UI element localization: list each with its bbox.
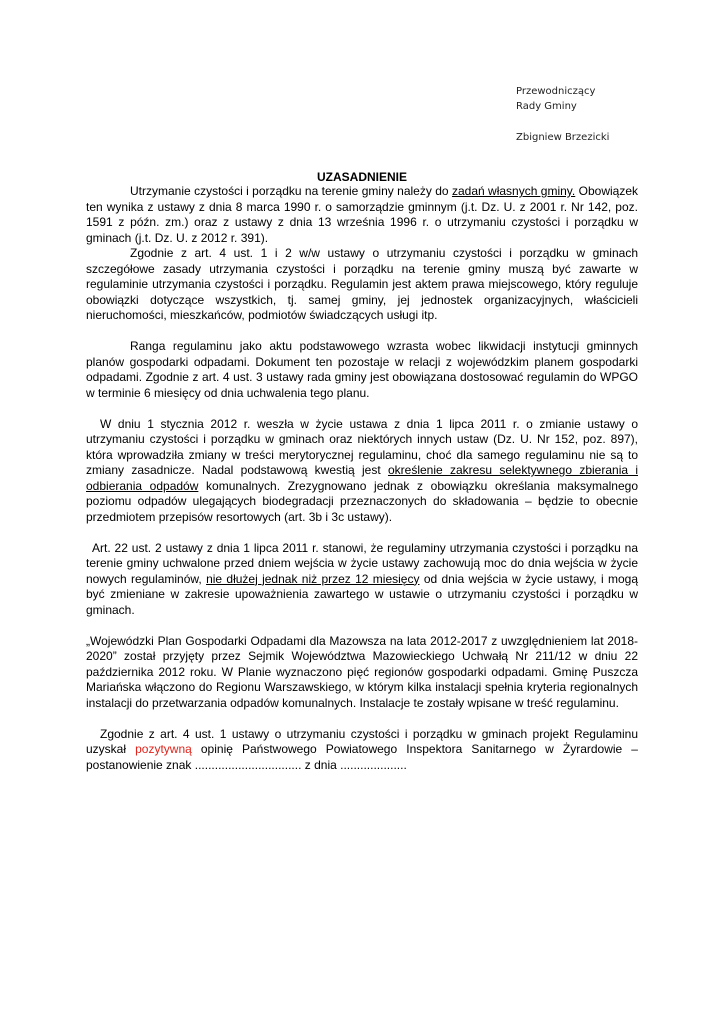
- p1-text-a: Utrzymanie czystości i porządku na terenie gminy należy do: [130, 184, 452, 198]
- paragraph-7: [86, 727, 638, 774]
- p1-underlined: zadań własnych gminy.: [451, 184, 576, 198]
- paragraph-1: [86, 184, 638, 246]
- p5-underlined: nie dłużej jednak niż przez 12 miesięcy: [206, 571, 420, 586]
- signature-block: [516, 84, 609, 145]
- p7-text-b: opinię Państwowego Powiatowego Inspektora Sanitarnego w Żyrardowie – postanowienie znak ................................ z dnia ....................: [86, 742, 638, 772]
- signature-name: Zbigniew Brzezicki: [516, 132, 610, 143]
- signature-council: Rady Gminy: [516, 101, 577, 112]
- document-body: [86, 184, 638, 773]
- p4-text-a: W dniu 1 stycznia 2012 r. weszła w życie ustawa z dnia 1 lipca 2011 r. o zmianie ustawy o utrzymaniu czystości i porządku w gminach oraz niektórych innych ustaw (Dz. U. Nr 152, poz. 897), która wprowadziła zmiany w treści merytorycznej regulaminu, choć dla samego regulaminu nie są to zmiany zasadnicze. Nadal podstawową kwestią jest: [86, 416, 638, 477]
- p5-text-a: Art. 22 ust. 2 ustawy z dnia 1 lipca 2011 r. stanowi, że regulaminy utrzymania czystości i porządku na terenie gminy uchwalone przed dniem wejścia w życie ustawy zachowują moc do dnia wejścia w życie nowych regulaminów,: [86, 540, 638, 586]
- paragraph-2: Zgodnie z art. 4 ust. 1 i 2 w/w ustawy o utrzymaniu czystości i porządku w gminach szczegółowe zasady utrzymania czystości i porządku na terenie gminy muszą być zawarte w regulaminie utrzymania czystości i porządku. Regulamin jest aktem prawa miejscowego, który reguluje obowiązki dotyczące wszystkich, tj. samej gminy, jej jednostek organizacyjnych, właścicieli nieruchomości, mieszkańców, podmiotów świadczących usługi itp.: [86, 246, 638, 322]
- paragraph-6: „Wojewódzki Plan Gospodarki Odpadami dla Mazowsza na lata 2012-2017 z uwzględnieniem lat 2018-2020” został przyjęty przez Sejmik Województwa Mazowieckiego Uchwałą Nr 211/12 w dniu 22 października 2012 roku. W Planie wyznaczono pięć regionów gospodarki odpadami. Gminę Puszcza Mariańska włączono do Regionu Warszawskiego, w którym kilka instalacji spełnia kryteria regionalnych instalacji do przetwarzania odpadów komunalnych. Instalacje te zostały wpisane w treść regulaminu.: [86, 633, 638, 710]
- p7-highlight: pozytywną: [135, 742, 192, 756]
- document-title: UZASADNIENIE: [316, 170, 407, 184]
- p7-text-a: Zgodnie z art. 4 ust. 1 ustawy o utrzymaniu czystości i porządku w gminach projekt Regulaminu uzyskał: [86, 726, 638, 756]
- paragraph-5: [86, 541, 638, 619]
- p1-text-b: Obowiązek ten wynika z ustawy z dnia 8 marca 1990 r. o samorządzie gminnym (j.t. Dz. U. z 2001 r. Nr 142, poz. 1591 z późn. zm.) oraz z ustawy z dnia 13 września 1996 r. o utrzymaniu czystości i porządku w gminach (j.t. Dz. U. z 2012 r. 391).: [86, 184, 638, 245]
- p5-text-b: od dnia wejścia w życie ustawy, i mogą być zmieniane w zakresie upoważnienia zawartego w ustawie o utrzymaniu czystości i porządku w gminach.: [86, 571, 638, 617]
- paragraph-3: Ranga regulaminu jako aktu podstawowego wzrasta wobec likwidacji instytucji gminnych planów gospodarki odpadami. Dokument ten pozostaje w relacji z wojewódzkim planem gospodarki odpadami. Zgodnie z art. 4 ust. 3 ustawy rada gminy jest obowiązana dostosować regulamin do WPGO w terminie 6 miesięcy od dnia uchwalenia tego planu.: [86, 339, 638, 400]
- paragraph-4: [86, 417, 638, 526]
- p4-underlined: określenie zakresu selektywnego zbierania i odbierania odpadów: [86, 463, 639, 493]
- p4-text-b: komunalnych. Zrezygnowano jednak z obowiązku określania maksymalnego poziomu odpadów ulegających biodegradacji przeznaczonych do składowania – będzie to obecnie przedmiotem przepisów resortowych (art. 3b i 3c ustawy).: [86, 478, 639, 524]
- signature-title: Przewodniczący: [516, 86, 596, 97]
